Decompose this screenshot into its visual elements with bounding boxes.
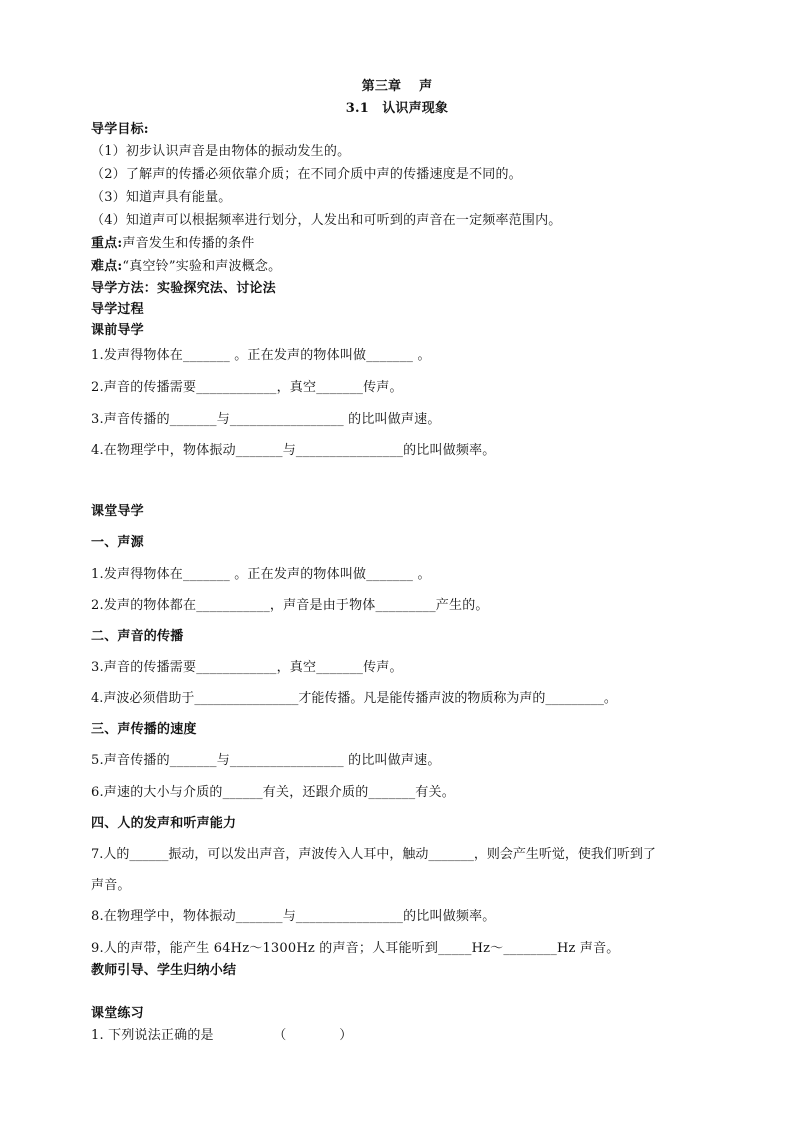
section-1-item-2: 2.发声的物体都在___________，声音是由于物体_________产生的。	[91, 598, 489, 613]
practice-question-1: 1. 下列说法正确的是 （ ）	[91, 1028, 353, 1043]
section-3-heading: 三、声传播的速度	[91, 722, 197, 737]
difficulty-line	[91, 258, 281, 276]
pre-class-item-4: 4.在物理学中，物体振动_______与________________的比叫做频率。	[91, 443, 496, 458]
objective-1: （1）初步认识声音是由物体的振动发生的。	[91, 144, 351, 159]
section-1-item-1: 1.发声得物体在_______ 。正在发声的物体叫做_______ 。	[91, 567, 431, 582]
in-class-heading: 课堂导学	[91, 504, 144, 519]
objectives-heading: 导学目标:	[91, 122, 149, 137]
key-point-text: 声音发生和传播的条件	[122, 236, 255, 251]
practice-heading: 课堂练习	[91, 1006, 144, 1021]
section-title: 3.1 认识声现象	[345, 101, 449, 116]
section-4-item-1: 7.人的______振动，可以发出声音，声波传入人耳中，触动_______，则会产生听觉，使我们听到了	[91, 847, 656, 862]
section-4-item-2: 8.在物理学中，物体振动_______与________________的比叫做频率。	[91, 909, 496, 924]
pre-class-item-2: 2.声音的传播需要____________，真空_______传声。	[91, 380, 403, 395]
section-4-item-3: 9.人的声带，能产生 64Hz～1300Hz 的声音；人耳能听到_____Hz～________Hz 声音。	[91, 941, 620, 956]
pre-class-item-1: 1.发声得物体在_______ 。正在发声的物体叫做_______ 。	[91, 348, 431, 363]
section-3-item-2: 6.声速的大小与介质的______有关，还跟介质的_______有关。	[91, 785, 455, 800]
section-2-item-2: 4.声波必须借助于________________才能传播。凡是能传播声波的物质称为声的_________。	[91, 691, 617, 706]
pre-class-item-3: 3.声音传播的_______与_________________ 的比叫做声速。	[91, 412, 441, 427]
process-heading: 导学过程	[91, 302, 144, 317]
pre-class-heading: 课前导学	[91, 323, 144, 338]
key-point-line	[91, 235, 254, 253]
summary-heading: 教师引导、学生归纳小结	[91, 963, 237, 978]
chapter-title: 第三章 声	[361, 79, 433, 94]
difficulty-text: “真空铃”实验和声波概念。	[122, 259, 282, 274]
section-1-heading: 一、声源	[91, 535, 144, 550]
objective-2: （2）了解声的传播必须依靠介质；在不同介质中声的传播速度是不同的。	[91, 167, 522, 182]
section-2-heading: 二、声音的传播	[91, 629, 184, 644]
difficulty-label: 难点:	[91, 259, 123, 274]
section-4-heading: 四、人的发声和听声能力	[91, 816, 237, 831]
objective-4: （4）知道声可以根据频率进行划分，人发出和可听到的声音在一定频率范围内。	[91, 213, 562, 228]
section-3-item-1: 5.声音传播的_______与_________________ 的比叫做声速。	[91, 753, 441, 768]
method-line: 导学方法：实验探究法、讨论法	[91, 281, 276, 296]
objective-3: （3）知道声具有能量。	[91, 190, 232, 205]
key-point-label: 重点:	[91, 236, 123, 251]
section-4-item-1-continued: 声音。	[91, 878, 131, 893]
section-2-item-1: 3.声音的传播需要____________，真空_______传声。	[91, 660, 403, 675]
